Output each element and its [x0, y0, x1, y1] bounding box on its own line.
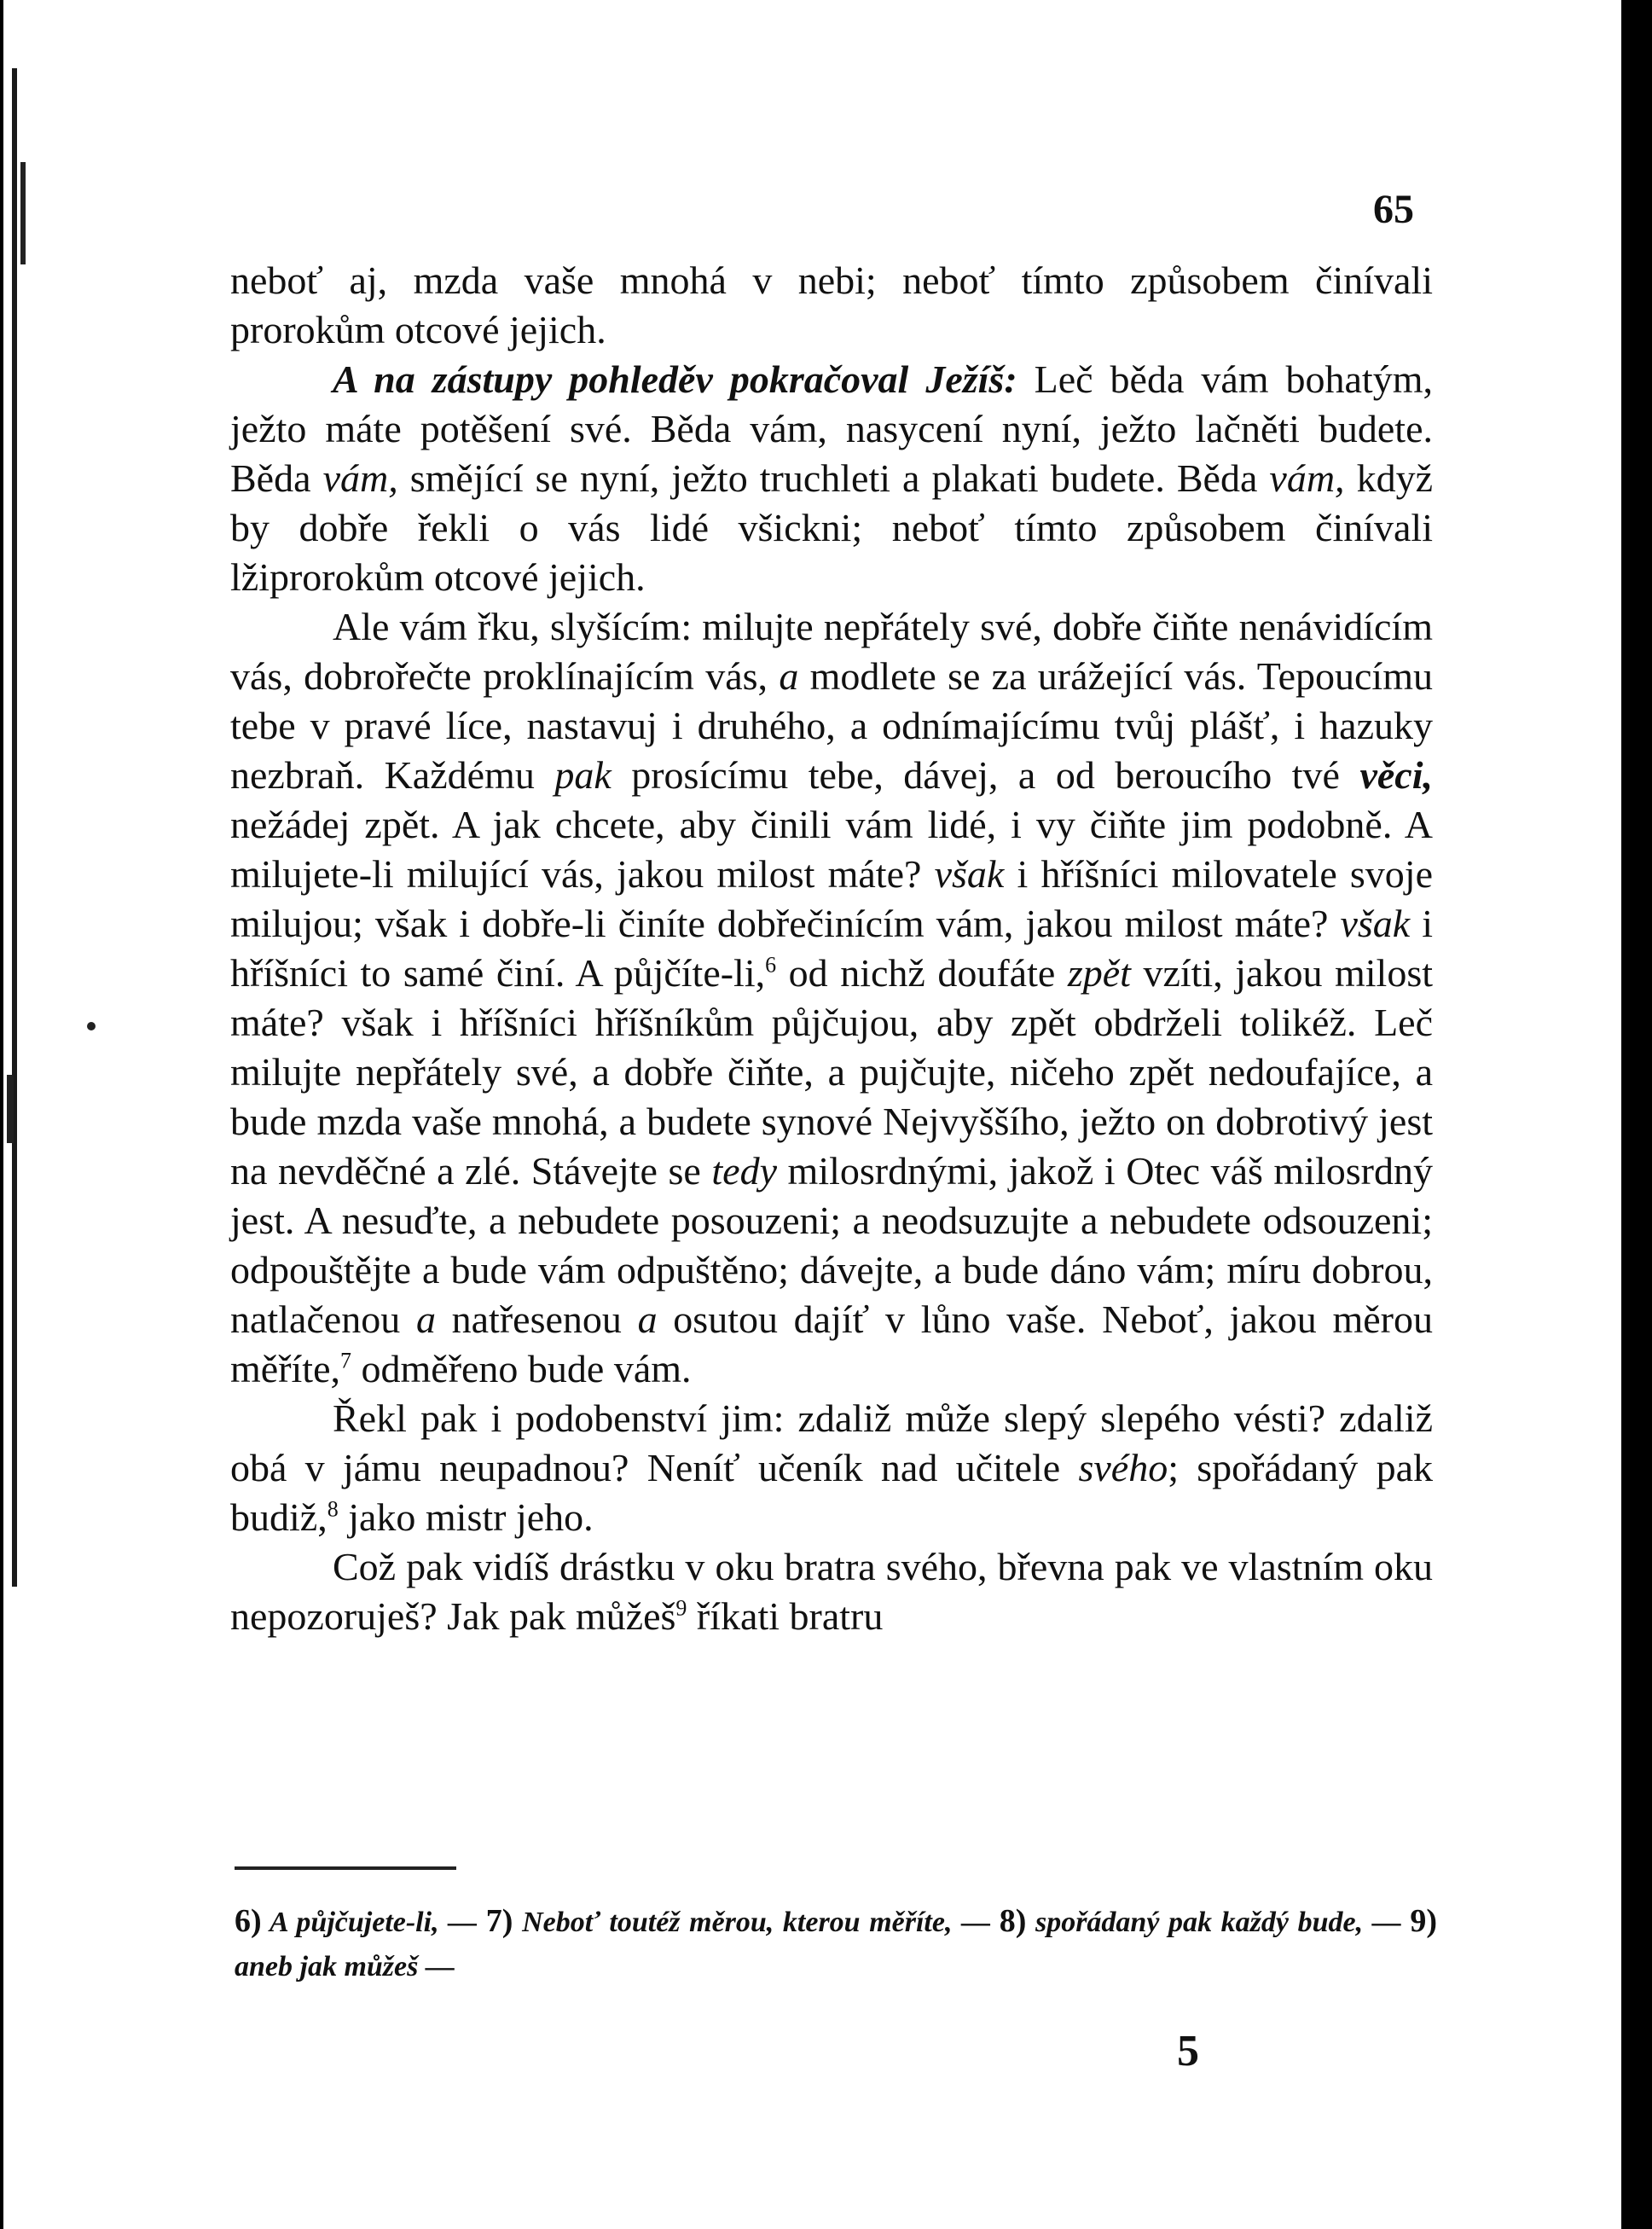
- paragraph: [230, 355, 1433, 602]
- emphasis-text: však: [1340, 902, 1411, 945]
- emphasis-text: a: [779, 654, 799, 698]
- footnote-marker: 9: [675, 1595, 687, 1621]
- footnotes: [235, 1899, 1437, 1989]
- emphasis-text: však: [934, 852, 1005, 896]
- body-text: Leč běda vám bohatým, ježto máte potěšení své. Běda vám, nasycení nyní, ježto lačněti budete. Běda: [230, 357, 1433, 500]
- footnote-text: Neboť toutéž měrou, kterou měříte, —: [513, 1907, 1000, 1938]
- body-text: Řekl pak i podobenství jim: zdaliž může slepý slepého vésti? zdaliž obá v jámu neupadnou? Neníť učeník nad učitele: [230, 1396, 1433, 1489]
- footnote-marker: 6: [765, 952, 777, 978]
- body-text: smějící se nyní, ježto truchleti a plakati budete. Běda: [397, 456, 1270, 500]
- margin-mark: [87, 1022, 96, 1030]
- fraktur-text: A na zástupy pohleděv pokračoval Ježíš:: [333, 357, 1035, 401]
- body-text: vzíti, jakou milost máte? však i hříšníci hříšníkům půjčujou, aby zpět obdrželi tolikéž. Leč milujte nepřátely své, a dobře čiňte, a pujčujte, ničeho zpět nedoufajíce, a bude mzda vaše mnohá, a budete synové Nejvyššího, ježto on dobrotivý jest na nevděčné a zlé. Stávejte se: [230, 951, 1434, 1193]
- body-text: milosrdnými, jakož i Otec váš milosrdný jest. A nesuďte, a nebudete posouzeni; a neodsuzujte a nebudete odsouzeni; odpouštějte a bude vám odpuštěno; dávejte, a bude dáno vám; míru dobrou, natlačenou: [230, 1149, 1433, 1341]
- emphasis-text: a: [415, 1297, 436, 1341]
- footnote-divider: [235, 1866, 456, 1870]
- body-text: když by dobře řekli o vás lidé všickni; neboť tímto způsobem činívali lžiprorokům otcové jejich.: [230, 456, 1433, 599]
- paragraph: [230, 1542, 1433, 1641]
- body-text: jako mistr jeho.: [338, 1495, 594, 1539]
- footnote-number: 7): [485, 1903, 513, 1939]
- body-text: Což pak vidíš drástku v oku bratra svého, břevna pak ve vlastním oku nepozoruješ? Jak pak můžeš: [230, 1545, 1433, 1638]
- footnote-text: spořádaný pak každý bude, —: [1026, 1907, 1411, 1938]
- sheet-signature-number: 5: [1177, 2027, 1199, 2075]
- page-number: 65: [1373, 187, 1414, 232]
- body-text: prosícímu tebe, dávej, a od beroucího tvé: [611, 753, 1360, 797]
- fraktur-text: věci,: [1359, 753, 1433, 797]
- footnote-number: 9): [1410, 1903, 1437, 1939]
- body-text: i hříšníci milovatele svoje milujou; však i dobře-li činíte dobřečinícím vám, jakou milost máte?: [230, 852, 1434, 945]
- emphasis-text: vám,: [322, 456, 398, 500]
- binding-stub-top: [20, 162, 26, 264]
- body-text: natřesenou: [435, 1297, 638, 1341]
- emphasis-text: pak: [554, 753, 612, 797]
- footnote-text: aneb jak můžeš —: [235, 1951, 455, 1982]
- footnote-number: 6): [235, 1903, 262, 1939]
- binding-shadow: [12, 68, 17, 1587]
- footnote-marker: 7: [340, 1348, 351, 1373]
- emphasis-text: tedy: [711, 1149, 777, 1193]
- right-frame-edge: [1621, 0, 1652, 2229]
- binding-stub-mid: [7, 1075, 14, 1143]
- footnote-marker: 8: [327, 1496, 339, 1522]
- emphasis-text: svého: [1078, 1446, 1168, 1489]
- emphasis-text: a: [637, 1297, 658, 1341]
- body-text: říkati bratru: [687, 1594, 884, 1638]
- footnote-text: A půjčujete-li, —: [261, 1907, 486, 1938]
- body-text: modlete se za urážející vás. Tepoucímu tebe v pravé líce, nastavuj i druhého, a odnímajícímu tvůj plášť, i hazuky nezbraň. Každému: [230, 654, 1433, 797]
- left-frame-edge: [0, 0, 3, 2229]
- body-text: neboť aj, mzda vaše mnohá v nebi; neboť tímto způsobem činívali prorokům otcové jejich.: [230, 258, 1433, 351]
- footnote-number: 8): [999, 1903, 1027, 1939]
- body-text: ; spořádaný pak budiž,: [230, 1446, 1433, 1539]
- paragraph: [230, 256, 1433, 355]
- emphasis-text: zpět: [1067, 951, 1131, 995]
- body-text: Ale vám řku, slyšícím: milujte nepřátely své, dobře čiňte nenávidícím vás, dobrořečte proklínajícím vás,: [230, 605, 1433, 698]
- body-text: osutou dajíť v lůno vaše. Neboť, jakou měrou měříte,: [230, 1297, 1433, 1390]
- paragraph: [230, 602, 1433, 1394]
- paragraph: [230, 1394, 1433, 1542]
- body-text: odměřeno bude vám.: [351, 1347, 692, 1390]
- body-text: od nichž doufáte: [776, 951, 1068, 995]
- main-text: [230, 256, 1433, 1641]
- body-text: nežádej zpět. A jak chcete, aby činili vám lidé, i vy čiňte jim podobně. A milujete-li milující vás, jakou milost máte?: [230, 803, 1433, 896]
- body-text: i hříšníci to samé činí. A půjčíte-li,: [230, 902, 1433, 995]
- emphasis-text: vám,: [1269, 456, 1345, 500]
